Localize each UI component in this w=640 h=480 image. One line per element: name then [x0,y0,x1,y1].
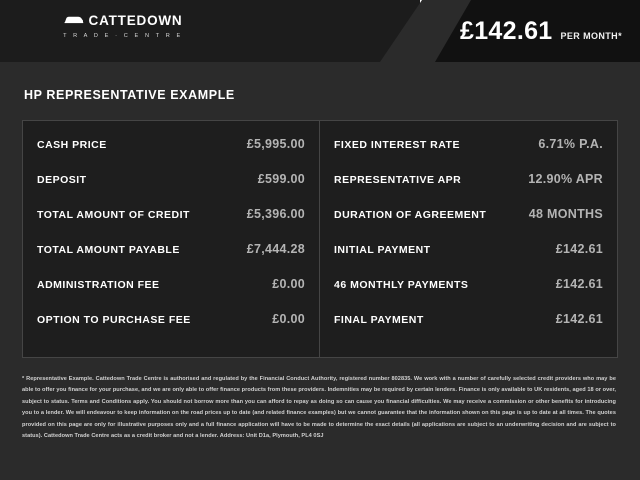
disclaimer-text: * Representative Example. Cattedown Trade Centre is authorised and regulated by the Financial Conduct Authority, registered number 802835. We work with a number of carefully selected credit providers who may be able to offer you finance for your purchase, and we are only able to offer finance products from these providers. Indemnities may be required by certain lenders. Finance is only available to UK residents, aged 18 or over, subject to status. Terms and Conditions apply. You should not borrow more than you can afford to repay as doing so can cause you financial difficulties. We may receive a commission or other benefits for introducing you to a lender. We will endeavour to keep information on the road prices up to date (and related finance examples) but we cannot guarantee that the information shown on this page is up to date at all times. The quotes provided on this page are only for illustrative purposes only and a full finance application will have to be made to determine the exact details (all applications are subject to an underwriting decision and are subject to status). Cattedown Trade Centre acts as a credit broker and not a lender. Address: Unit D1a, Plymouth, PL4 0SJ [22,376,616,440]
finance-details-panels [22,120,618,358]
row-value: £142.61 [555,277,603,291]
row-label: DEPOSIT [37,174,87,186]
row-label: TOTAL AMOUNT PAYABLE [37,244,180,256]
row-value: £142.61 [555,312,603,326]
brand-logo[interactable] [58,12,188,39]
page-title: HP REPRESENTATIVE EXAMPLE [24,88,235,102]
table-row [37,172,305,207]
logo-top-row [58,12,188,30]
row-label: 46 MONTHLY PAYMENTS [334,279,469,291]
table-row [334,277,603,312]
row-label: REPRESENTATIVE APR [334,174,462,186]
table-row [334,242,603,277]
logo-subtitle: T R A D E · C E N T R E [63,33,183,39]
table-row [37,137,305,172]
table-row [334,312,603,347]
row-label: OPTION TO PURCHASE FEE [37,314,191,326]
car-icon [64,12,84,30]
logo-name: CATTEDOWN [88,13,183,28]
row-value: £5,396.00 [246,207,305,221]
finance-right-column [320,121,617,357]
row-label: CASH PRICE [37,139,107,151]
page-body [0,62,640,480]
row-value: £5,995.00 [246,137,305,151]
row-label: FIXED INTEREST RATE [334,139,460,151]
row-value: £0.00 [272,277,305,291]
row-label: INITIAL PAYMENT [334,244,431,256]
table-row [37,242,305,277]
row-value: £599.00 [257,172,305,186]
row-label: FINAL PAYMENT [334,314,424,326]
monthly-price-block [460,17,622,46]
row-label: DURATION OF AGREEMENT [334,209,487,221]
table-row [37,207,305,242]
row-label: TOTAL AMOUNT OF CREDIT [37,209,190,221]
row-value: 6.71% P.A. [538,137,603,151]
price-period: PER MONTH* [560,31,622,41]
row-value: £0.00 [272,312,305,326]
price-amount: £142.61 [460,17,553,45]
page-header [0,0,640,62]
table-row [334,207,603,242]
row-label: ADMINISTRATION FEE [37,279,160,291]
finance-left-column [23,121,320,357]
table-row [334,172,603,207]
table-row [334,137,603,172]
row-value: 12.90% APR [528,172,603,186]
row-value: £142.61 [555,242,603,256]
table-row [37,277,305,312]
row-value: 48 MONTHS [528,207,603,221]
table-row [37,312,305,347]
row-value: £7,444.28 [246,242,305,256]
